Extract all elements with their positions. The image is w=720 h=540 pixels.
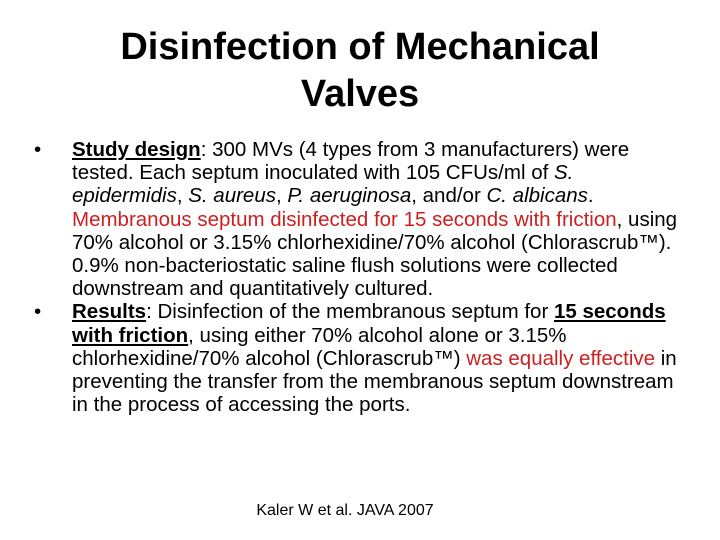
results-emphasis: 15 seconds with friction (72, 300, 666, 347)
organism-separator: , and/or (411, 184, 487, 208)
organism-p-aeruginosa: P. aeruginosa (287, 184, 412, 208)
study-design-text: : 300 MVs (4 types from 3 manufacturers) were tested. Each septum inoculated with 105 CFUs/ml of (72, 138, 630, 185)
bullet-list (34, 138, 684, 416)
organism-s-epidermidis: S. epidermidis (72, 161, 574, 208)
citation: Kaler W et al. JAVA 2007 (256, 502, 434, 519)
organism-separator: , (275, 184, 288, 208)
slide-title-line-2: Valves (300, 73, 420, 115)
study-design-label: Study design (72, 138, 201, 161)
bullet-dot-icon: • (34, 300, 42, 324)
organism-separator: , (176, 184, 189, 208)
bullet-results (34, 300, 684, 416)
study-design-rest: , using 70% alcohol or 3.15% chlorhexidine/70% alcohol (Chlorascrub™). 0.9% non-bacteriostatic saline flush solutions were collected downstream and quantitatively cultured. (72, 207, 678, 301)
bullet-dot-icon: • (34, 138, 42, 161)
organism-c-albicans: C. albicans (486, 184, 588, 208)
results-mid-text: , using either 70% alcohol alone or 3.15% chlorhexidine/70% alcohol (Chlorascrub™) (72, 323, 567, 370)
results-text: : Disinfection of the membranous septum for (146, 300, 554, 324)
sentence-separator: . (587, 184, 594, 208)
study-design-highlight: Membranous septum disinfected for 15 seconds with friction (72, 207, 617, 231)
slide-title-line-1: Disinfection of Mechanical (120, 26, 600, 68)
slide-title (40, 24, 680, 118)
results-rest: in preventing the transfer from the membranous septum downstream in the process of accessing the ports. (72, 346, 677, 417)
results-highlight: was equally effective (466, 346, 656, 370)
results-label: Results (72, 300, 147, 324)
bullet-study-design (34, 138, 684, 300)
organism-s-aureus: S. aureus (188, 184, 276, 208)
